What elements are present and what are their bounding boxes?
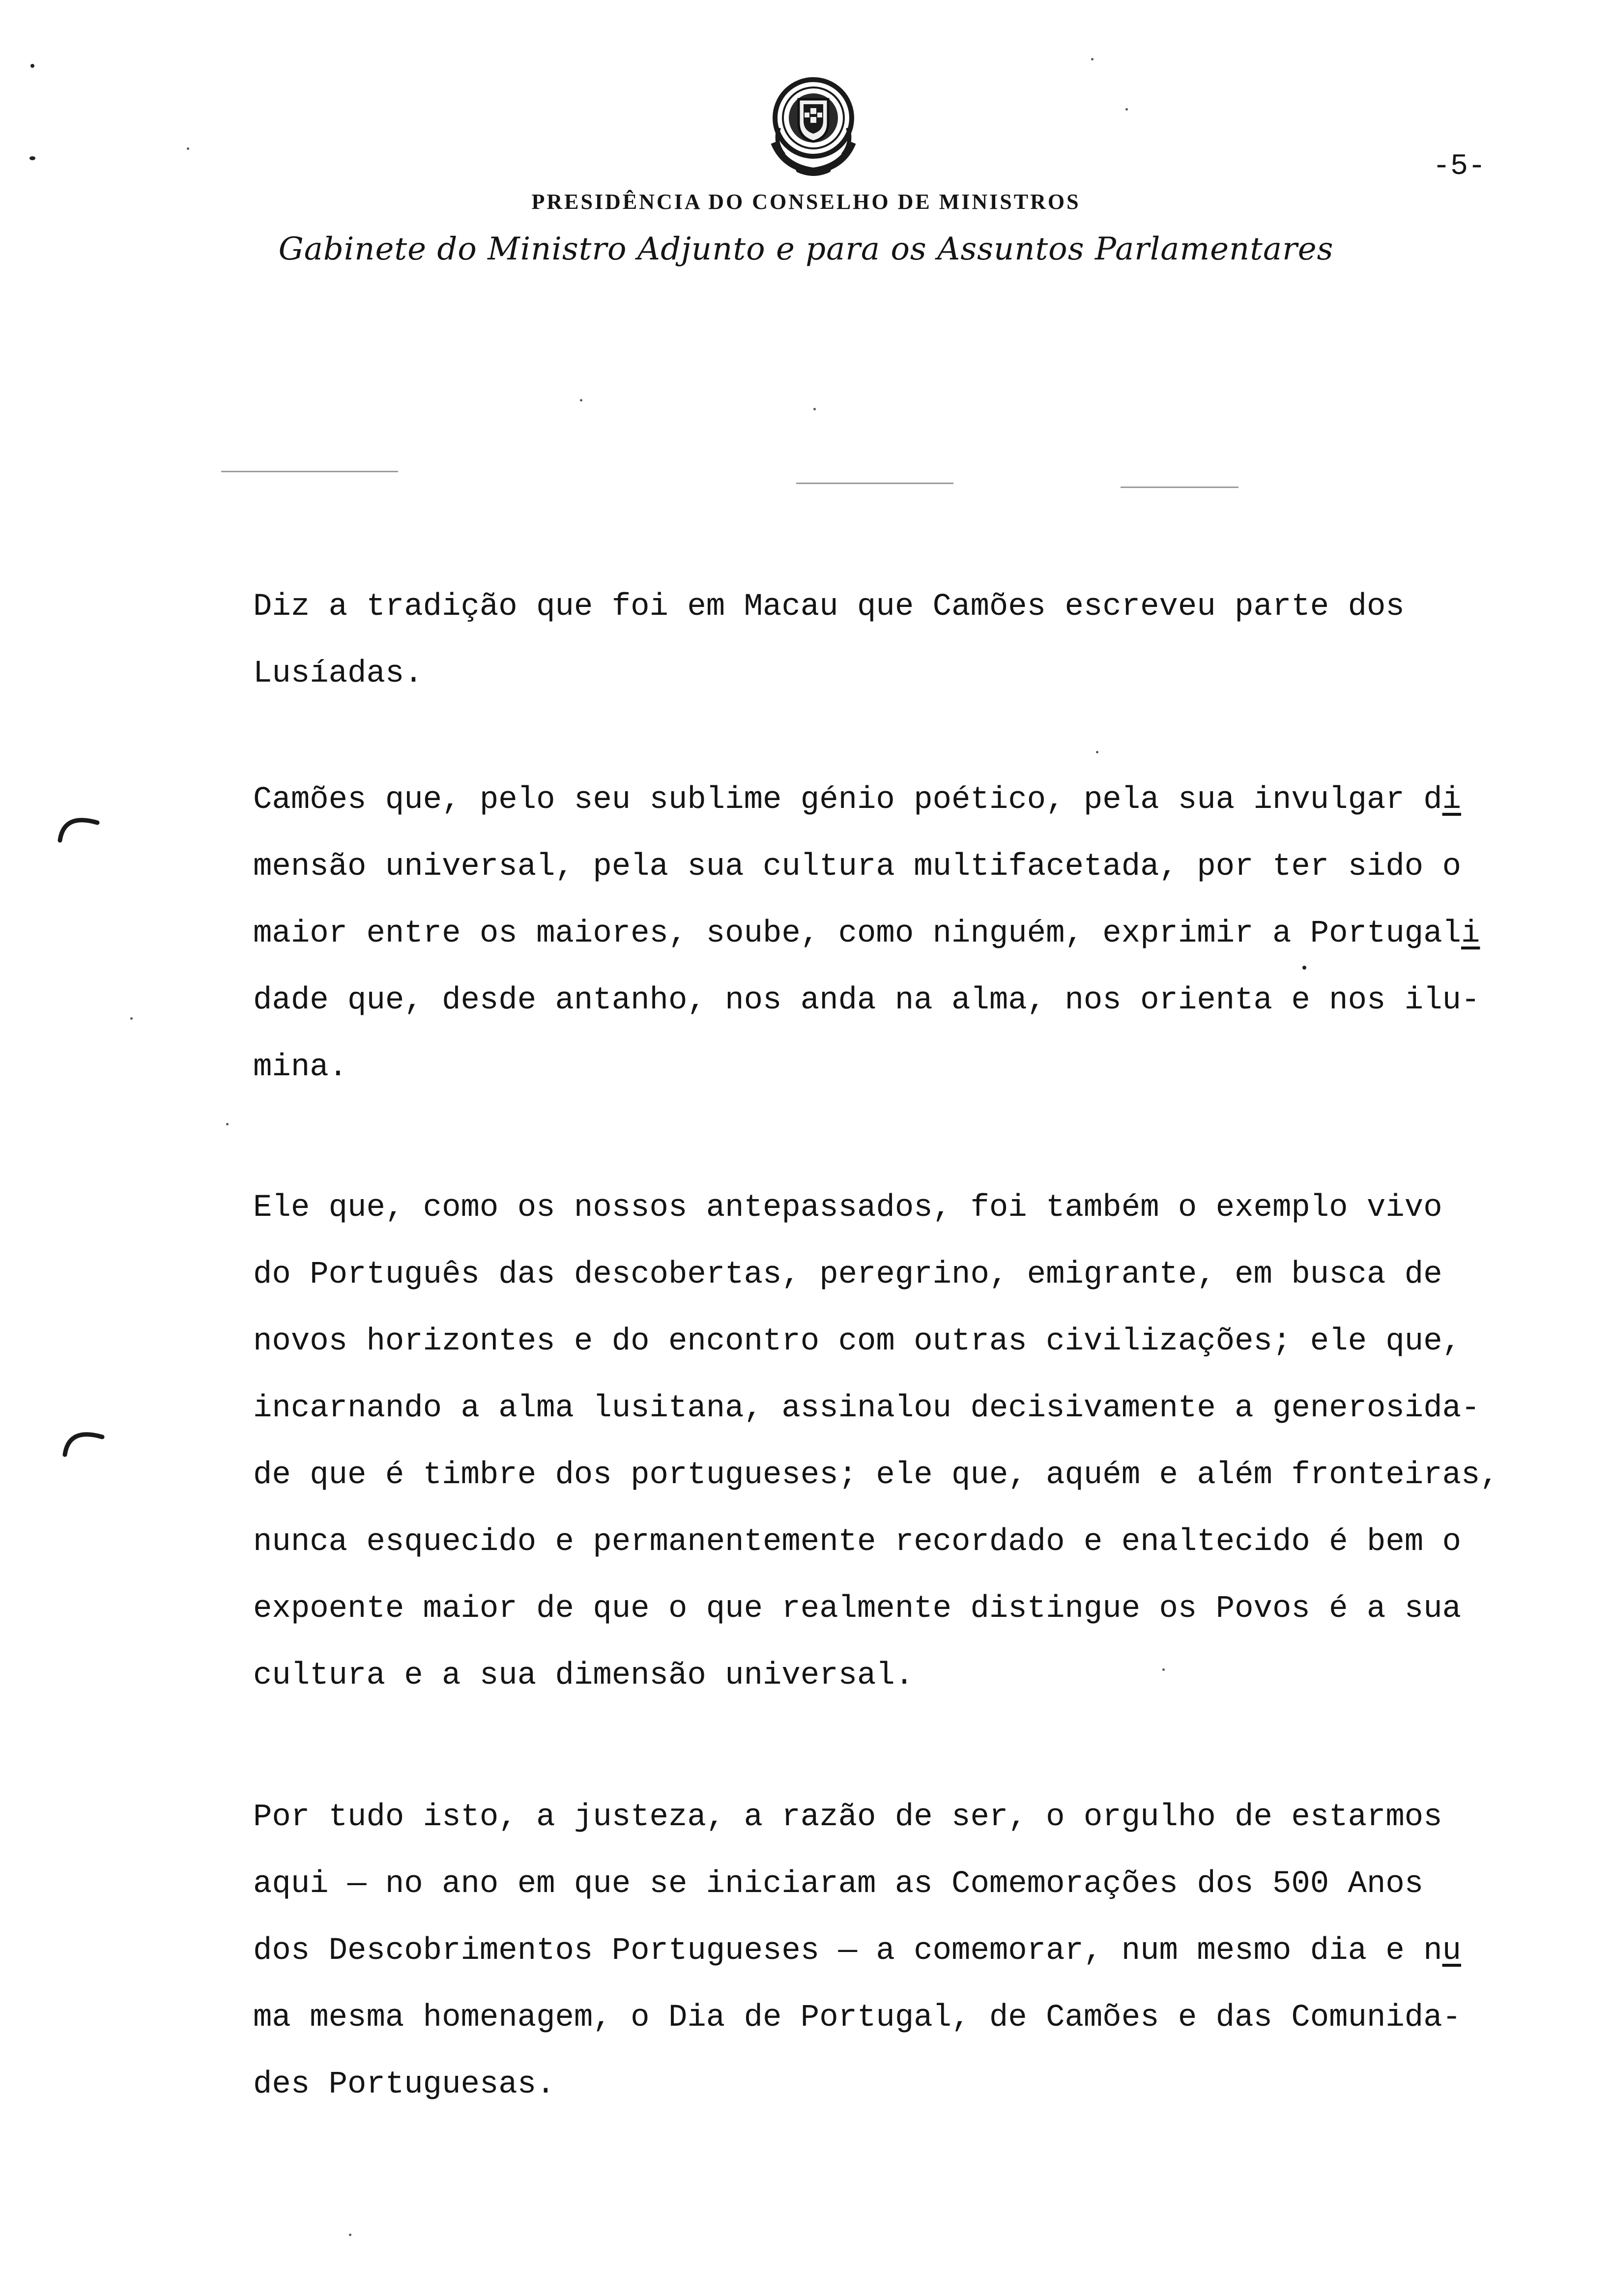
text-line: mina. (253, 1050, 348, 1085)
text-line: dos Descobrimentos Portugueses — a comemorar, num mesmo dia e nu (253, 1933, 1461, 1969)
scan-speck (130, 1017, 133, 1020)
text-line: Diz a tradição que foi em Macau que Camões escreveu parte dos (253, 589, 1405, 625)
scan-speck (1096, 751, 1098, 753)
scan-speck (187, 147, 189, 150)
text-line: novos horizontes e do encontro com outras civilizações; ele que, (253, 1324, 1461, 1359)
text-line: ma mesma homenagem, o Dia de Portugal, de Camões e das Comunida- (253, 2000, 1461, 2036)
text-line: mensão universal, pela sua cultura multifacetada, por ter sido o (253, 849, 1461, 885)
separator-rule (1121, 487, 1238, 488)
scan-speck (1302, 966, 1306, 970)
scan-speck (29, 156, 35, 160)
text-line: do Português das descobertas, peregrino, emigrante, em busca de (253, 1257, 1442, 1292)
text-line: expoente maior de que o que realmente distingue os Povos é a sua (253, 1591, 1461, 1627)
paragraph (253, 1784, 1461, 2118)
text-line: aqui — no ano em que se iniciaram as Comemorações dos 500 Anos (253, 1866, 1424, 1902)
text-line: Por tudo isto, a justeza, a razão de ser, o orgulho de estarmos (253, 1800, 1442, 1835)
paragraph (253, 767, 1480, 1101)
office-subtitle: Gabinete do Ministro Adjunto e para os Assuntos Parlamentares (278, 231, 1334, 267)
scan-speck (1125, 108, 1128, 111)
scan-speck (30, 64, 34, 68)
text-line: Lusíadas. (253, 656, 423, 691)
paragraph (253, 574, 1405, 707)
scan-speck (813, 408, 816, 410)
scan-speck (226, 1123, 229, 1125)
text-line: nunca esquecido e permanentemente recordado e enaltecido é bem o (253, 1524, 1461, 1560)
coat-of-arms-icon (759, 69, 867, 182)
scan-speck (580, 399, 582, 402)
text-line: cultura e a sua dimensão universal. (253, 1658, 914, 1693)
text-line: Ele que, como os nossos antepassados, foi também o exemplo vivo (253, 1190, 1442, 1226)
scan-speck (1091, 58, 1094, 60)
punch-hole-mark (59, 1420, 108, 1460)
text-line: de que é timbre dos portugueses; ele que, aquém e além fronteiras, (253, 1458, 1499, 1493)
office-name: PRESIDÊNCIA DO CONSELHO DE MINISTROS (531, 190, 1081, 214)
text-line: des Portuguesas. (253, 2067, 555, 2102)
scan-speck (1162, 1668, 1165, 1671)
text-line: maior entre os maiores, soube, como ninguém, exprimir a Portugali (253, 916, 1480, 951)
paragraph (253, 1175, 1499, 1709)
page-number: -5- (1433, 150, 1486, 183)
text-line: incarnando a alma lusitana, assinalou decisivamente a generosida- (253, 1391, 1480, 1426)
separator-rule (221, 471, 398, 472)
scan-speck (349, 2234, 351, 2236)
text-line: dade que, desde antanho, nos anda na alma, nos orienta e nos ilu- (253, 983, 1480, 1018)
punch-hole-mark (54, 806, 103, 845)
text-line: Camões que, pelo seu sublime génio poético, pela sua invulgar di (253, 782, 1461, 818)
separator-rule (796, 483, 953, 484)
